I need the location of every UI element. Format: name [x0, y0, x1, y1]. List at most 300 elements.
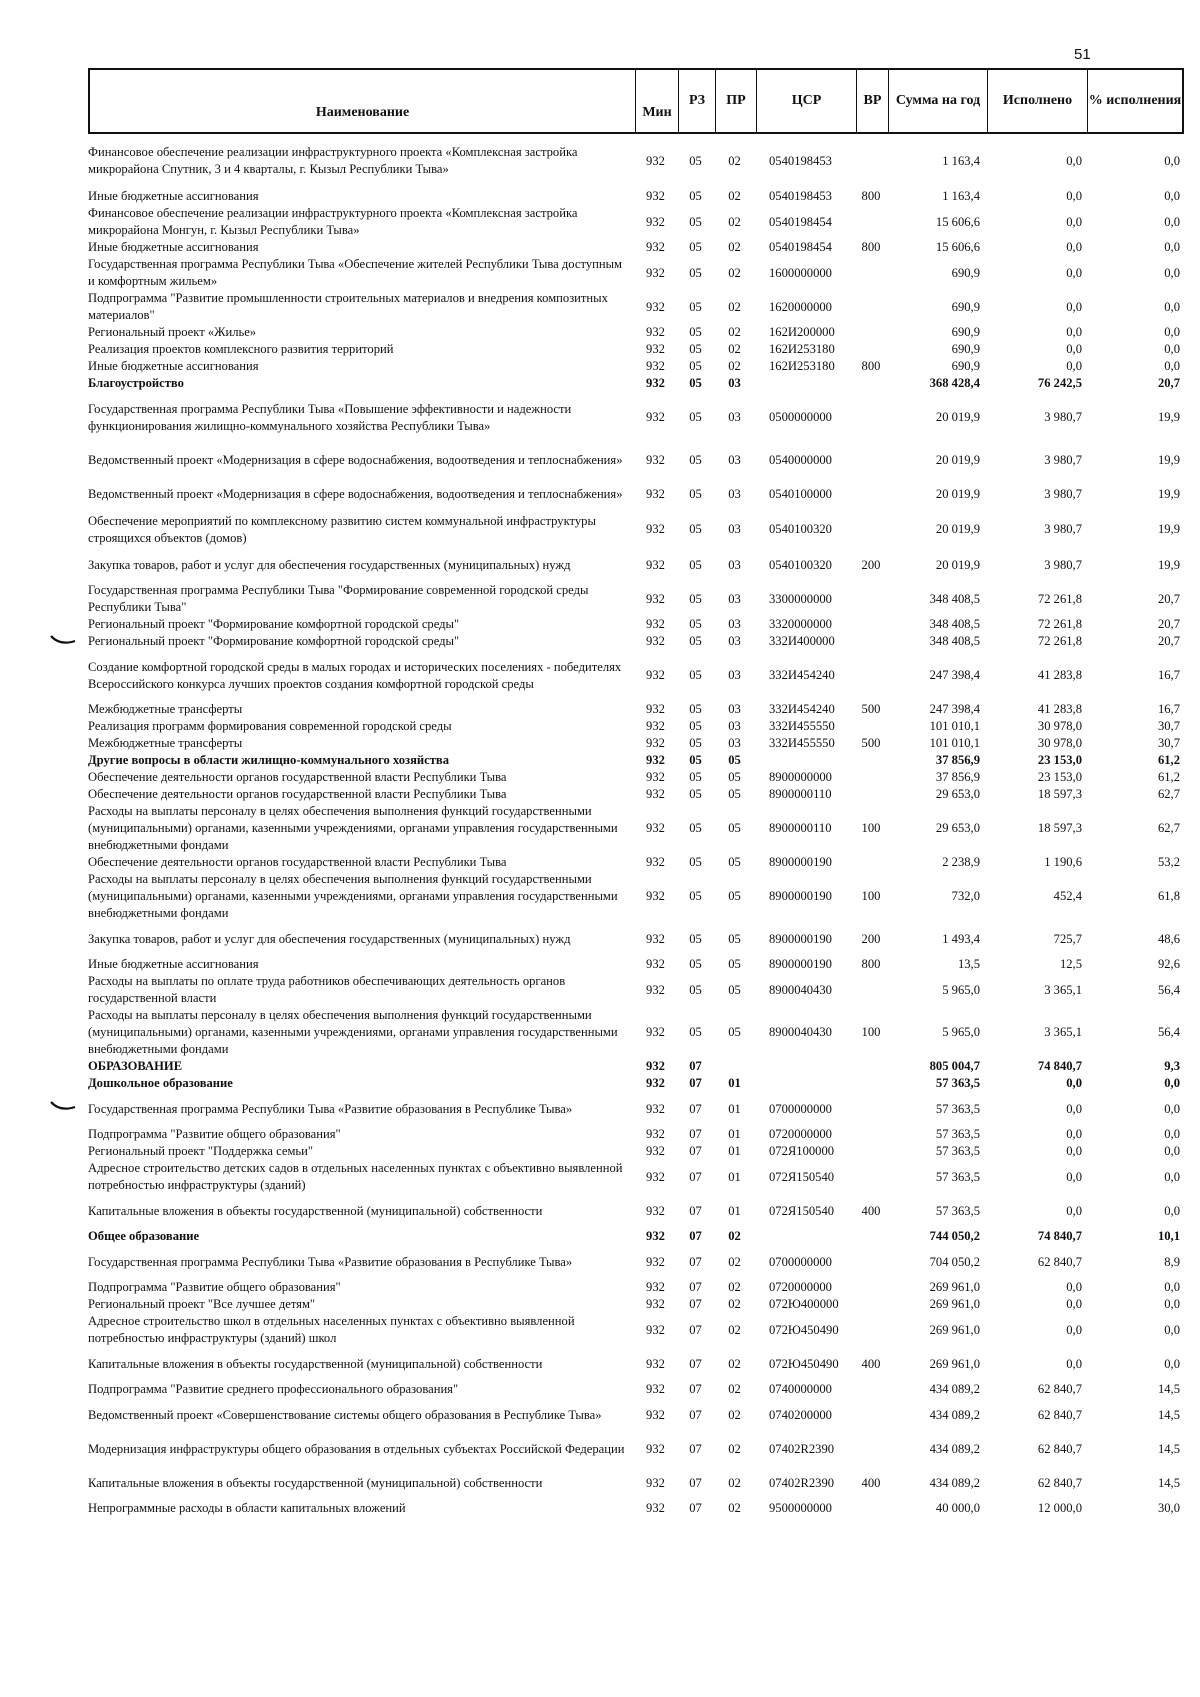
cell-name: ОБРАЗОВАНИЕ — [88, 1059, 183, 1073]
cell-isp: 0,0 — [1066, 342, 1082, 356]
cell-sum: 269 961,0 — [929, 1356, 980, 1371]
cell-csr: 332И454240 — [769, 668, 835, 682]
cell-csr: 3300000000 — [769, 591, 832, 606]
cell-pct: 20,7 — [1157, 634, 1180, 648]
table-row — [88, 1500, 1184, 1517]
header-rz: РЗ — [679, 70, 716, 132]
cell-rz: 07 — [689, 1280, 702, 1294]
cell-name: Государственная программа Республики Тыва «Развитие образования в Республике Тыва» — [88, 1101, 573, 1116]
cell-isp: 0,0 — [1066, 1144, 1082, 1158]
cell-name: Расходы на выплаты по оплате труда работников обеспечивающих деятельность органов государственной власти — [88, 974, 566, 1005]
cell-min: 932 — [646, 736, 665, 750]
cell-sum: 5 965,0 — [942, 1025, 980, 1039]
cell-isp: 3 980,7 — [1044, 452, 1082, 467]
cell-name: Региональный проект "Поддержка семьи" — [88, 1144, 314, 1158]
table-row — [88, 956, 1184, 973]
cell-pct: 56,4 — [1157, 982, 1180, 997]
cell-name: Иные бюджетные ассигнования — [88, 359, 259, 373]
cell-pr: 02 — [728, 1356, 741, 1371]
cell-name: Расходы на выплаты персоналу в целях обеспечения выполнения функций государственными (муниципальными) органами, казенными учреждениями, органами управления государственными внебюджетными фондами — [88, 872, 618, 920]
cell-pr: 05 — [728, 982, 741, 997]
cell-min: 932 — [646, 719, 665, 733]
cell-min: 932 — [646, 787, 665, 801]
cell-isp: 18 597,3 — [1037, 821, 1082, 835]
cell-pr: 01 — [728, 1203, 741, 1218]
cell-csr: 332И455550 — [769, 719, 835, 733]
cell-pr: 03 — [728, 522, 741, 536]
cell-sum: 348 408,5 — [929, 591, 980, 606]
cell-pr: 03 — [728, 736, 741, 750]
cell-isp: 0,0 — [1066, 299, 1082, 314]
cell-csr: 332И400000 — [769, 634, 835, 648]
cell-isp: 0,0 — [1066, 240, 1082, 254]
cell-csr: 8900000190 — [769, 855, 832, 869]
cell-isp: 0,0 — [1066, 1280, 1082, 1294]
cell-pr: 01 — [728, 1076, 741, 1090]
cell-vr: 800 — [861, 359, 881, 373]
cell-pct: 20,7 — [1157, 617, 1180, 631]
cell-isp: 3 980,7 — [1044, 522, 1082, 536]
cell-min: 932 — [646, 189, 665, 203]
cell-min: 932 — [646, 214, 665, 229]
table-row — [88, 650, 1184, 701]
cell-csr: 0720000000 — [769, 1280, 832, 1294]
cell-rz: 07 — [689, 1297, 702, 1311]
cell-sum: 1 493,4 — [942, 931, 980, 946]
table-row — [88, 803, 1184, 854]
table-row — [88, 477, 1184, 511]
cell-min: 932 — [646, 1254, 665, 1269]
cell-sum: 57 363,5 — [935, 1144, 980, 1158]
cell-vr: 200 — [861, 557, 881, 572]
cell-name: Региональный проект "Все лучшее детям" — [88, 1297, 316, 1311]
cell-csr: 8900000190 — [769, 889, 832, 903]
cell-min: 932 — [646, 299, 665, 314]
table-row — [88, 188, 1184, 205]
cell-csr: 0700000000 — [769, 1254, 832, 1269]
cell-pr: 03 — [728, 410, 741, 424]
cell-csr: 8900040430 — [769, 1025, 832, 1039]
cell-pr: 02 — [728, 1441, 741, 1456]
cell-min: 932 — [646, 702, 665, 716]
cell-pr: 01 — [728, 1169, 741, 1184]
cell-pct: 0,0 — [1164, 325, 1180, 339]
header-pct: % исполнения — [1088, 93, 1182, 108]
cell-csr: 0540100320 — [769, 557, 832, 572]
cell-sum: 434 089,2 — [929, 1475, 980, 1490]
cell-rz: 05 — [689, 557, 702, 572]
table-row — [88, 1092, 1184, 1126]
cell-min: 932 — [646, 325, 665, 339]
cell-min: 932 — [646, 1297, 665, 1311]
cell-sum: 434 089,2 — [929, 1382, 980, 1396]
cell-csr: 072Я150540 — [769, 1203, 835, 1218]
cell-pr: 02 — [728, 1229, 741, 1243]
cell-csr: 072Я150540 — [769, 1169, 835, 1184]
cell-sum: 37 856,9 — [935, 753, 980, 767]
cell-csr: 8900000110 — [769, 821, 832, 835]
cell-min: 932 — [646, 376, 665, 390]
cell-isp: 3 980,7 — [1044, 410, 1082, 424]
cell-pr: 03 — [728, 452, 741, 467]
cell-rz: 05 — [689, 770, 702, 784]
cell-isp: 0,0 — [1066, 1169, 1082, 1184]
table-row — [88, 205, 1184, 239]
table-row — [88, 1245, 1184, 1279]
cell-min: 932 — [646, 1382, 665, 1396]
cell-sum: 690,9 — [951, 299, 980, 314]
cell-isp: 41 283,8 — [1037, 702, 1082, 716]
cell-name: Закупка товаров, работ и услуг для обеспечения государственных (муниципальных) нужд — [88, 931, 571, 946]
cell-vr: 800 — [861, 240, 881, 254]
cell-sum: 269 961,0 — [929, 1280, 980, 1294]
cell-csr: 0540198453 — [769, 189, 832, 203]
cell-rz: 07 — [689, 1127, 702, 1141]
cell-isp: 3 365,1 — [1044, 982, 1082, 997]
cell-sum: 2 238,9 — [942, 855, 980, 869]
cell-csr: 8900000110 — [769, 787, 832, 801]
cell-sum: 247 398,4 — [929, 668, 980, 682]
cell-min: 932 — [646, 1059, 665, 1073]
cell-min: 932 — [646, 1025, 665, 1039]
cell-sum: 13,5 — [957, 957, 980, 971]
cell-isp: 0,0 — [1066, 265, 1082, 280]
cell-pct: 0,0 — [1164, 214, 1180, 229]
cell-pct: 0,0 — [1164, 299, 1180, 314]
cell-min: 932 — [646, 1076, 665, 1090]
cell-rz: 07 — [689, 1076, 702, 1090]
cell-rz: 07 — [689, 1356, 702, 1371]
cell-pct: 92,6 — [1157, 957, 1180, 971]
cell-min: 932 — [646, 957, 665, 971]
cell-pct: 14,5 — [1157, 1407, 1180, 1422]
cell-sum: 690,9 — [951, 325, 980, 339]
cell-min: 932 — [646, 1169, 665, 1184]
table-row — [88, 1143, 1184, 1160]
cell-csr: 8900040430 — [769, 982, 832, 997]
cell-pr: 02 — [728, 1501, 741, 1515]
cell-pct: 16,7 — [1157, 668, 1180, 682]
cell-rz: 05 — [689, 931, 702, 946]
cell-pct: 62,7 — [1157, 787, 1180, 801]
cell-csr: 072Я100000 — [769, 1144, 835, 1158]
cell-pr: 03 — [728, 557, 741, 572]
cell-isp: 30 978,0 — [1037, 719, 1082, 733]
cell-vr: 200 — [861, 931, 881, 946]
cell-name: Обеспечение деятельности органов государственной власти Республики Тыва — [88, 855, 507, 869]
cell-isp: 62 840,7 — [1037, 1441, 1082, 1456]
cell-isp: 3 980,7 — [1044, 557, 1082, 572]
cell-name: Иные бюджетные ассигнования — [88, 957, 259, 971]
cell-isp: 0,0 — [1066, 1322, 1082, 1337]
table-row — [88, 324, 1184, 341]
cell-pct: 0,0 — [1164, 1322, 1180, 1337]
table-row — [88, 1347, 1184, 1381]
table-row — [88, 854, 1184, 871]
cell-name: Государственная программа Республики Тыва "Формирование современной городской среды Республики Тыва" — [88, 583, 589, 614]
cell-min: 932 — [646, 855, 665, 869]
cell-pr: 05 — [728, 1025, 741, 1039]
table-header — [88, 68, 1184, 134]
cell-name: Непрограммные расходы в области капитальных вложений — [88, 1501, 406, 1515]
cell-pct: 0,0 — [1164, 1169, 1180, 1184]
table-row — [88, 1160, 1184, 1194]
cell-rz: 05 — [689, 522, 702, 536]
cell-vr: 100 — [861, 821, 881, 835]
cell-rz: 07 — [689, 1407, 702, 1422]
cell-csr: 072Ю400000 — [769, 1297, 839, 1311]
table-row — [88, 786, 1184, 803]
handwritten-tick-mark — [50, 1100, 76, 1112]
cell-isp: 41 283,8 — [1037, 668, 1082, 682]
cell-name: Общее образование — [88, 1229, 200, 1243]
cell-isp: 62 840,7 — [1037, 1254, 1082, 1269]
cell-sum: 20 019,9 — [935, 410, 980, 424]
table-row — [88, 1296, 1184, 1313]
table-row — [88, 358, 1184, 375]
cell-sum: 37 856,9 — [935, 770, 980, 784]
table-row — [88, 1228, 1184, 1245]
cell-isp: 0,0 — [1066, 189, 1082, 203]
cell-sum: 348 408,5 — [929, 617, 980, 631]
table-row — [88, 1126, 1184, 1143]
cell-min: 932 — [646, 1229, 665, 1243]
cell-min: 932 — [646, 591, 665, 606]
cell-name: Адресное строительство детских садов в отдельных населенных пунктах с объективно выявленной потребностью инфраструктуры (зданий) — [88, 1161, 623, 1192]
cell-csr: 8900000190 — [769, 931, 832, 946]
cell-rz: 05 — [689, 855, 702, 869]
cell-name: Реализация проектов комплексного развития территорий — [88, 342, 394, 356]
cell-isp: 0,0 — [1066, 1356, 1082, 1371]
cell-rz: 07 — [689, 1229, 702, 1243]
cell-name: Государственная программа Республики Тыва «Обеспечение жителей Республики Тыва доступным и комфортным жильем» — [88, 257, 623, 288]
cell-name: Подпрограмма "Развитие общего образования" — [88, 1127, 341, 1141]
table-body — [88, 134, 1184, 1517]
cell-name: Подпрограмма "Развитие общего образования" — [88, 1280, 341, 1294]
cell-min: 932 — [646, 1501, 665, 1515]
cell-sum: 20 019,9 — [935, 486, 980, 501]
cell-name: Финансовое обеспечение реализации инфраструктурного проекта «Комплексная застройка микрорайона Монгун, г. Кызыл Республики Тыва» — [88, 206, 578, 237]
cell-sum: 434 089,2 — [929, 1441, 980, 1456]
cell-min: 932 — [646, 410, 665, 424]
cell-pct: 62,7 — [1157, 821, 1180, 835]
cell-rz: 05 — [689, 821, 702, 835]
cell-rz: 07 — [689, 1101, 702, 1116]
cell-csr: 0540000000 — [769, 452, 832, 467]
table-row — [88, 633, 1184, 650]
cell-sum: 744 050,2 — [929, 1229, 980, 1243]
table-row — [88, 548, 1184, 582]
cell-min: 932 — [646, 240, 665, 254]
cell-csr: 1620000000 — [769, 299, 832, 314]
cell-pr: 02 — [728, 1382, 741, 1396]
cell-rz: 05 — [689, 753, 702, 767]
cell-name: Региональный проект «Жилье» — [88, 325, 257, 339]
cell-sum: 15 606,6 — [935, 240, 980, 254]
cell-pct: 14,5 — [1157, 1382, 1180, 1396]
table-row — [88, 1381, 1184, 1398]
cell-pr: 03 — [728, 702, 741, 716]
cell-pct: 61,8 — [1157, 889, 1180, 903]
cell-vr: 400 — [861, 1475, 881, 1490]
cell-name: Ведомственный проект «Совершенствование системы общего образования в Республике Тыва» — [88, 1407, 602, 1422]
cell-sum: 20 019,9 — [935, 557, 980, 572]
cell-csr: 8900000000 — [769, 770, 832, 784]
cell-pr: 05 — [728, 931, 741, 946]
cell-pr: 05 — [728, 821, 741, 835]
cell-pr: 01 — [728, 1127, 741, 1141]
cell-pr: 05 — [728, 889, 741, 903]
cell-rz: 07 — [689, 1382, 702, 1396]
cell-rz: 05 — [689, 325, 702, 339]
cell-vr: 400 — [861, 1203, 881, 1218]
table-row — [88, 871, 1184, 922]
cell-rz: 05 — [689, 486, 702, 501]
cell-name: Адресное строительство школ в отдельных населенных пунктах с объективно выявленной потребностью инфраструктуры (зданий) школ — [88, 1314, 575, 1345]
cell-min: 932 — [646, 452, 665, 467]
cell-name: Иные бюджетные ассигнования — [88, 189, 259, 203]
cell-isp: 74 840,7 — [1037, 1229, 1082, 1243]
cell-csr: 0720000000 — [769, 1127, 832, 1141]
cell-vr: 400 — [861, 1356, 881, 1371]
cell-name: Дошкольное образование — [88, 1076, 233, 1090]
cell-isp: 452,4 — [1053, 889, 1082, 903]
cell-csr: 07402R2390 — [769, 1441, 835, 1456]
table-row — [88, 1432, 1184, 1466]
cell-pr: 05 — [728, 957, 741, 971]
cell-pr: 02 — [728, 240, 741, 254]
cell-min: 932 — [646, 1407, 665, 1422]
cell-min: 932 — [646, 889, 665, 903]
cell-name: Обеспечение деятельности органов государственной власти Республики Тыва — [88, 787, 507, 801]
cell-pct: 14,5 — [1157, 1475, 1180, 1490]
cell-csr: 072Ю450490 — [769, 1322, 839, 1337]
cell-pr: 01 — [728, 1144, 741, 1158]
cell-pct: 48,6 — [1157, 931, 1180, 946]
cell-rz: 07 — [689, 1059, 702, 1073]
cell-min: 932 — [646, 821, 665, 835]
cell-rz: 05 — [689, 153, 702, 168]
cell-isp: 3 980,7 — [1044, 486, 1082, 501]
cell-min: 932 — [646, 982, 665, 997]
cell-name: Финансовое обеспечение реализации инфраструктурного проекта «Комплексная застройка микрорайона Спутник, 3 и 4 кварталы, г. Кызыл Республики Тыва» — [88, 145, 578, 176]
cell-isp: 725,7 — [1053, 931, 1082, 946]
header-min: Мин — [636, 70, 679, 132]
cell-isp: 62 840,7 — [1037, 1407, 1082, 1422]
cell-rz: 05 — [689, 889, 702, 903]
cell-pct: 19,9 — [1157, 452, 1180, 467]
cell-name: Подпрограмма "Развитие среднего профессионального образования" — [88, 1382, 459, 1396]
table-row — [88, 735, 1184, 752]
cell-name: Ведомственный проект «Модернизация в сфере водоснабжения, водоотведения и теплоснабжения» — [88, 486, 623, 501]
cell-name: Создание комфортной городской среды в малых городах и исторических поселениях - победителях Всероссийского конкурса лучших проектов создания комфортной городской среды — [88, 659, 622, 691]
cell-csr: 0740000000 — [769, 1382, 832, 1396]
cell-pr: 02 — [728, 214, 741, 229]
cell-rz: 07 — [689, 1441, 702, 1456]
cell-isp: 23 153,0 — [1037, 753, 1082, 767]
cell-csr: 3320000000 — [769, 617, 832, 631]
cell-name: Капитальные вложения в объекты государственной (муниципальной) собственности — [88, 1356, 543, 1371]
cell-vr: 800 — [861, 189, 881, 203]
cell-isp: 72 261,8 — [1037, 634, 1082, 648]
cell-pr: 05 — [728, 855, 741, 869]
header-csr: ЦСР — [757, 70, 857, 132]
cell-min: 932 — [646, 359, 665, 373]
cell-min: 932 — [646, 486, 665, 501]
cell-name: Межбюджетные трансферты — [88, 736, 243, 750]
cell-min: 932 — [646, 753, 665, 767]
table-row — [88, 290, 1184, 324]
cell-sum: 732,0 — [951, 889, 980, 903]
cell-csr: 162И253180 — [769, 359, 835, 373]
cell-pct: 10,1 — [1157, 1229, 1180, 1243]
cell-rz: 05 — [689, 214, 702, 229]
cell-isp: 72 261,8 — [1037, 617, 1082, 631]
cell-pr: 02 — [728, 359, 741, 373]
cell-pct: 56,4 — [1157, 1025, 1180, 1039]
cell-pct: 0,0 — [1164, 359, 1180, 373]
cell-pr: 02 — [728, 1297, 741, 1311]
cell-csr: 162И200000 — [769, 325, 835, 339]
cell-pr: 02 — [728, 265, 741, 280]
cell-pr: 02 — [728, 1475, 741, 1490]
cell-pr: 02 — [728, 1407, 741, 1422]
cell-pct: 0,0 — [1164, 1280, 1180, 1294]
cell-name: Капитальные вложения в объекты государственной (муниципальной) собственности — [88, 1203, 543, 1218]
table-row — [88, 582, 1184, 616]
cell-rz: 05 — [689, 719, 702, 733]
cell-pr: 02 — [728, 1280, 741, 1294]
table-row — [88, 1398, 1184, 1432]
cell-pct: 30,7 — [1157, 736, 1180, 750]
cell-pct: 16,7 — [1157, 702, 1180, 716]
cell-pr: 02 — [728, 153, 741, 168]
cell-csr: 0540198453 — [769, 153, 832, 168]
cell-min: 932 — [646, 668, 665, 682]
table-row — [88, 392, 1184, 443]
cell-pr: 02 — [728, 342, 741, 356]
cell-min: 932 — [646, 1322, 665, 1337]
cell-csr: 0740200000 — [769, 1407, 832, 1422]
cell-csr: 0500000000 — [769, 410, 832, 424]
table-row — [88, 1058, 1184, 1075]
cell-vr: 500 — [861, 736, 881, 750]
cell-pr: 02 — [728, 1254, 741, 1269]
cell-min: 932 — [646, 522, 665, 536]
cell-isp: 0,0 — [1066, 1076, 1082, 1090]
cell-sum: 5 965,0 — [942, 982, 980, 997]
cell-pct: 19,9 — [1157, 557, 1180, 572]
cell-rz: 07 — [689, 1501, 702, 1515]
cell-rz: 05 — [689, 189, 702, 203]
cell-sum: 1 163,4 — [942, 153, 980, 168]
table-row — [88, 134, 1184, 188]
cell-sum: 805 004,7 — [929, 1059, 980, 1073]
cell-name: Другие вопросы в области жилищно-коммунального хозяйства — [88, 753, 450, 767]
cell-min: 932 — [646, 1203, 665, 1218]
cell-sum: 690,9 — [951, 342, 980, 356]
cell-isp: 18 597,3 — [1037, 787, 1082, 801]
cell-name: Реализация программ формирования современной городской среды — [88, 719, 452, 733]
cell-isp: 1 190,6 — [1044, 855, 1082, 869]
cell-sum: 348 408,5 — [929, 634, 980, 648]
cell-rz: 05 — [689, 240, 702, 254]
cell-min: 932 — [646, 1144, 665, 1158]
cell-sum: 690,9 — [951, 265, 980, 280]
table-row — [88, 701, 1184, 718]
cell-min: 932 — [646, 634, 665, 648]
cell-rz: 05 — [689, 342, 702, 356]
